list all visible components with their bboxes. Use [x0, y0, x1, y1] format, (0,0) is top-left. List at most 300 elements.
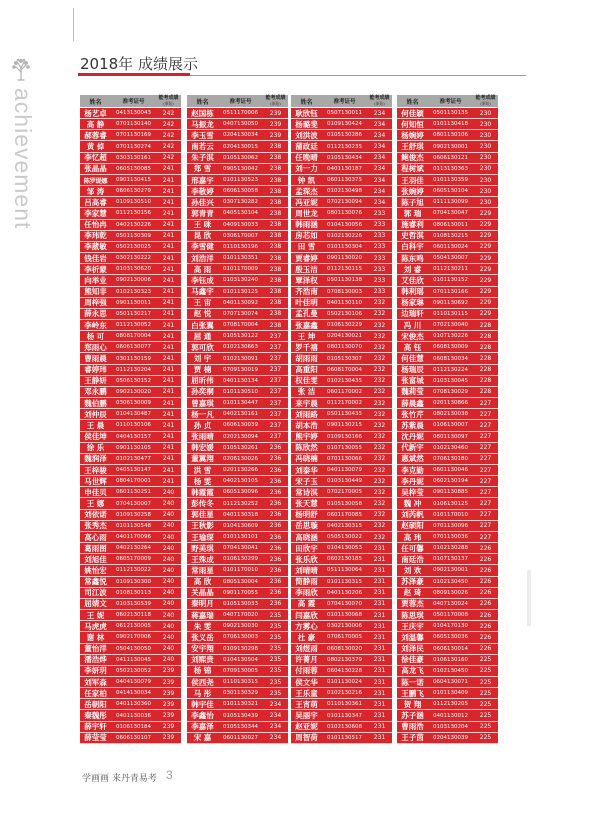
table-row: [80, 242, 181, 253]
table-row: [187, 130, 288, 141]
student-name: 南若云: [191, 142, 214, 152]
table-header: [397, 95, 498, 108]
table-row: [80, 197, 181, 208]
table-row: [291, 610, 392, 621]
student-name: 杨明舒: [295, 510, 318, 520]
student-name: 王鹏飞: [401, 688, 424, 698]
student-name: 王子茵: [401, 733, 424, 743]
score: 238: [269, 265, 282, 273]
score: 228: [479, 355, 492, 363]
student-name: 高晓涵: [295, 532, 318, 542]
header-score-sub: (原始): [480, 100, 491, 106]
student-name: 陈欣然: [295, 443, 318, 453]
header-exam-id: 准考证号: [229, 99, 252, 105]
exam-id: 0809130026: [433, 589, 468, 596]
table-row: [80, 353, 181, 364]
table-row: [291, 287, 392, 298]
student-name: 郭可欣: [191, 342, 214, 352]
table-row: [397, 632, 498, 643]
exam-id: 0105130058: [327, 500, 362, 507]
score: 227: [479, 500, 492, 508]
score: 240: [162, 488, 175, 496]
exam-id: 0706170005: [327, 634, 362, 641]
table-row: [187, 677, 288, 688]
table-row: [397, 554, 498, 565]
exam-id: 0107130226: [433, 333, 468, 340]
student-name: 付雨蓉: [295, 666, 318, 676]
student-name: 郭青青: [191, 208, 214, 218]
table-row: [291, 487, 392, 498]
student-name: 邓永鹏: [84, 387, 107, 397]
table-row: [187, 432, 288, 443]
student-name: 李析蒙: [84, 264, 107, 274]
score: 227: [479, 477, 492, 485]
score: 234: [373, 143, 386, 151]
student-name: 何知恒: [401, 119, 424, 129]
header-score: [367, 96, 392, 106]
score: 241: [162, 377, 175, 385]
exam-id: 0801130070: [327, 344, 362, 351]
score: 242: [162, 143, 175, 151]
student-name: 侯佳坤: [84, 432, 107, 442]
score: 242: [162, 120, 175, 128]
table-row: [80, 231, 181, 242]
score: 241: [162, 198, 175, 206]
score: 232: [373, 310, 386, 318]
score: 229: [479, 243, 492, 251]
table-row: [80, 220, 181, 231]
exam-id: 0109130166: [327, 433, 362, 440]
score: 232: [373, 500, 386, 508]
student-name: 杨璐斐: [295, 119, 318, 129]
table-row: [80, 320, 181, 331]
score: 226: [479, 589, 492, 597]
table-row: [397, 476, 498, 487]
exam-id: 0105130122: [223, 333, 258, 340]
student-name: 苏泽豪: [401, 577, 424, 587]
score: 231: [373, 589, 386, 597]
table-row: [291, 175, 392, 186]
table-row: [187, 498, 288, 509]
table-row: [187, 476, 288, 487]
score: 238: [269, 165, 282, 173]
student-name: 潘浩烨: [84, 655, 107, 665]
exam-id: 0808170004: [116, 333, 151, 340]
score: 234: [373, 176, 386, 184]
score: 241: [162, 410, 175, 418]
header-score-label: 能考成绩: [475, 95, 496, 101]
score: 231: [373, 689, 386, 697]
header-name: 姓名: [196, 98, 209, 106]
exam-id: 0504130007: [433, 255, 468, 262]
exam-id: 0112130205: [433, 701, 468, 708]
student-name: 李玮乾: [84, 231, 107, 241]
student-name: 李钰成: [191, 275, 214, 285]
score: 235: [269, 645, 282, 653]
header-score: [473, 96, 498, 106]
score: 233: [373, 221, 386, 229]
exam-id: 0604130228: [327, 667, 362, 674]
table-row: [80, 476, 181, 487]
table-row: [397, 264, 498, 275]
student-name: 王 坤: [297, 331, 316, 341]
score: 241: [162, 254, 175, 262]
score: 242: [162, 154, 175, 162]
table-row: [187, 632, 288, 643]
table-row: [80, 666, 181, 677]
student-name: 岳朝阳: [84, 699, 107, 709]
table-row: [291, 186, 392, 197]
table-row: [291, 543, 392, 554]
exam-id: 0101170009: [223, 266, 258, 273]
exam-id: 0102130435: [327, 377, 362, 384]
exam-id: 0101130304: [327, 243, 362, 250]
student-name: 高心雨: [84, 532, 107, 542]
student-name: 朱 雯: [193, 621, 212, 631]
table-row: [397, 688, 498, 699]
score: 240: [162, 611, 175, 619]
score: 226: [479, 600, 492, 608]
table-row: [291, 710, 392, 721]
score: 231: [373, 712, 386, 720]
table-row: [291, 376, 392, 387]
student-name: 曹雨浩: [401, 722, 424, 732]
exam-id: 0110130361: [327, 701, 362, 708]
table-row: [397, 220, 498, 231]
score: 227: [479, 511, 492, 519]
score: 225: [479, 712, 492, 720]
table-row: [397, 130, 498, 141]
exam-id: 0101130315: [327, 578, 362, 585]
score: 232: [373, 455, 386, 463]
student-name: 高重阳: [295, 365, 318, 375]
table-row: [397, 722, 498, 733]
student-name: 刘一力: [295, 164, 318, 174]
table-row: [187, 164, 288, 175]
table-row: [291, 588, 392, 599]
score: 237: [269, 366, 282, 374]
table-row: [80, 309, 181, 320]
exam-id: 0104170130: [433, 623, 468, 630]
student-name: 代新宇: [401, 443, 424, 453]
exam-id: 0411130045: [116, 656, 151, 663]
score: 235: [269, 611, 282, 619]
exam-id: 0102130608: [327, 723, 362, 730]
table-row: [80, 722, 181, 733]
exam-id: 0101170010: [433, 511, 468, 518]
table-row: [80, 342, 181, 353]
score: 226: [479, 578, 492, 586]
table-row: [291, 521, 392, 532]
exam-id: 0501130217: [116, 310, 151, 317]
table-row: [187, 543, 288, 554]
student-name: 刘仲辰: [84, 409, 107, 419]
score: 235: [269, 667, 282, 675]
student-name: 陈东鸣: [401, 253, 424, 263]
score: 232: [373, 488, 386, 496]
score: 235: [269, 656, 282, 664]
student-name: 姚怡宏: [84, 565, 107, 575]
score: 236: [269, 444, 282, 452]
exam-id: 0404130157: [116, 433, 151, 440]
score: 240: [162, 566, 175, 574]
student-name: 许菁月: [295, 655, 318, 665]
table-row: [397, 342, 498, 353]
exam-id: 0104130609: [223, 522, 258, 529]
score: 241: [162, 187, 175, 195]
table-row: [80, 264, 181, 275]
table-row: [80, 621, 181, 632]
exam-id: 0902130030: [223, 623, 258, 630]
student-name: 王秋影: [191, 521, 214, 531]
score: 229: [479, 265, 492, 273]
table-row: [397, 275, 498, 286]
exam-id: 0407130024: [433, 600, 468, 607]
table-row: [80, 376, 181, 387]
table-row: [187, 722, 288, 733]
student-name: 胡本浩: [295, 420, 318, 430]
table-row: [80, 565, 181, 576]
table-row: [80, 331, 181, 342]
exam-id: 0204130034: [223, 132, 258, 139]
table-row: [397, 353, 498, 364]
side-decor-strip: [527, 570, 531, 626]
score: 240: [162, 633, 175, 641]
table-row: [397, 141, 498, 152]
score: 238: [269, 310, 282, 318]
exam-id: 0104130487: [116, 411, 151, 418]
exam-id: 0901130215: [327, 422, 362, 429]
student-name: 冯亚妮: [295, 197, 318, 207]
table-row: [80, 521, 181, 532]
score: 232: [373, 377, 386, 385]
score: 234: [269, 734, 282, 742]
score-table-2: [187, 95, 288, 744]
exam-id: 0307130282: [223, 199, 258, 206]
score: 229: [479, 254, 492, 262]
score: 226: [479, 566, 492, 574]
table-row: [397, 588, 498, 599]
student-name: 王宵萌: [295, 699, 318, 709]
exam-id: 0302130006: [327, 623, 362, 630]
score: 240: [162, 500, 175, 508]
table-row: [80, 275, 181, 286]
exam-id: 0704130047: [433, 210, 468, 217]
table-body: [80, 108, 181, 744]
score: 225: [479, 734, 492, 742]
table-row: [397, 409, 498, 420]
exam-id: 0106130007: [433, 422, 468, 429]
student-name: 钱佳岩: [84, 253, 107, 263]
score: 232: [373, 321, 386, 329]
exam-id: 0704130041: [223, 545, 258, 552]
table-row: [397, 153, 498, 164]
table-row: [291, 208, 392, 219]
table-row: [187, 688, 288, 699]
student-name: 白科宇: [401, 242, 424, 252]
student-name: 李葳敏: [84, 242, 107, 252]
student-name: 蒋嘉瑞: [191, 610, 214, 620]
table-row: [80, 543, 181, 554]
exam-id: 0401170096: [116, 534, 151, 541]
exam-id: 0113130363: [433, 165, 468, 172]
achievement-vertical-text: achievement: [10, 88, 36, 230]
student-name: 刘雨路: [295, 409, 318, 419]
student-name: 刘浩洋: [191, 253, 214, 263]
exam-id: 0706130003: [223, 634, 258, 641]
score: 239: [162, 667, 175, 675]
table-row: [291, 141, 392, 152]
score: 231: [373, 555, 386, 563]
exam-id: 0104130053: [327, 545, 362, 552]
score: 236: [269, 600, 282, 608]
exam-id: 0101130101: [223, 534, 258, 541]
title-rule-line: [190, 75, 526, 76]
score: 234: [373, 154, 386, 162]
student-name: 田 雪: [297, 242, 316, 252]
exam-id: 0605130085: [116, 165, 151, 172]
exam-id: 0709130005: [223, 667, 258, 674]
exam-id: 0102130498: [327, 188, 362, 195]
student-name: 彭传冬: [191, 499, 214, 509]
table-row: [187, 409, 288, 420]
table-row: [291, 220, 392, 231]
score: 234: [373, 109, 386, 117]
score: 240: [162, 645, 175, 653]
score: 227: [479, 488, 492, 496]
exam-id: 0601130251: [116, 489, 151, 496]
table-row: [291, 498, 392, 509]
student-name: 王梓骏: [84, 465, 107, 475]
exam-id: 0101130548: [116, 522, 151, 529]
page-number: 3: [166, 768, 173, 782]
student-name: 曾嘉琪: [191, 398, 214, 408]
exam-id: 0606130107: [116, 734, 151, 741]
student-name: 王静妍: [84, 376, 107, 386]
student-name: 睿婷玮: [84, 365, 107, 375]
exam-id: 0413130043: [116, 110, 151, 117]
student-name: 郝蓉睿: [84, 130, 107, 140]
table-row: [187, 644, 288, 655]
student-name: 冯 川: [403, 320, 422, 330]
student-name: 鲍俊杰: [401, 153, 424, 163]
score: 227: [479, 466, 492, 474]
score: 232: [373, 533, 386, 541]
table-row: [397, 465, 498, 476]
exam-id: 0602130118: [116, 612, 151, 619]
header-exam-id: 准考证号: [439, 99, 462, 105]
score: 227: [479, 433, 492, 441]
score: 241: [162, 466, 175, 474]
exam-id: 0110130196: [223, 243, 258, 250]
student-name: 常诗淇: [295, 487, 318, 497]
student-name: 张 洁: [297, 387, 316, 397]
score: 234: [269, 723, 282, 731]
exam-id: 0101130418: [433, 121, 468, 128]
score: 234: [269, 700, 282, 708]
table-row: [80, 365, 181, 376]
student-name: 杨瑞辰: [401, 365, 424, 375]
score: 237: [269, 388, 282, 396]
score: 229: [479, 310, 492, 318]
student-name: 高 雨: [193, 264, 212, 274]
exam-id: 0902130001: [433, 567, 468, 574]
score: 238: [269, 243, 282, 251]
table-row: [291, 632, 392, 643]
score: 225: [479, 656, 492, 664]
exam-id: 0306170007: [223, 232, 258, 239]
student-name: 赵硕阳: [401, 521, 424, 531]
score: 236: [269, 500, 282, 508]
exam-id: 0905130042: [223, 165, 258, 172]
score: 237: [269, 410, 282, 418]
student-name: 吴丽宇: [295, 711, 318, 721]
student-name: 高 静: [86, 119, 105, 129]
exam-id: 0107130137: [433, 556, 468, 563]
student-name: 宋 嘉: [193, 733, 212, 743]
exam-id: 0103130539: [116, 600, 151, 607]
student-name: 邹 涛: [86, 186, 105, 196]
score: 238: [269, 154, 282, 162]
exam-id: 0709130019: [223, 366, 258, 373]
table-row: [187, 208, 288, 219]
student-name: 程树斌: [401, 164, 424, 174]
exam-id: 0101130351: [223, 255, 258, 262]
student-name: 向举业: [84, 275, 107, 285]
exam-id: 0506130152: [116, 377, 151, 384]
exam-id: 0103130045: [433, 377, 468, 384]
score: 228: [479, 377, 492, 385]
student-name: 薛莹莹: [84, 733, 107, 743]
student-name: 秦明月: [191, 599, 214, 609]
student-name: 刘泽民: [401, 644, 424, 654]
score: 231: [373, 611, 386, 619]
exam-id: 0106130229: [327, 322, 362, 329]
table-row: [80, 577, 181, 588]
score: 240: [162, 578, 175, 586]
score: 233: [373, 232, 386, 240]
score: 240: [162, 544, 175, 552]
score: 230: [479, 131, 492, 139]
exam-id: 0204130015: [223, 143, 258, 150]
header-name: 姓名: [89, 98, 102, 106]
score: 229: [479, 299, 492, 307]
score: 230: [479, 165, 492, 173]
table-row: [397, 577, 498, 588]
exam-id: 0402130105: [223, 478, 258, 485]
score: 235: [269, 678, 282, 686]
student-name: 沈丹妮: [401, 432, 424, 442]
student-name: 薛永思: [84, 309, 107, 319]
student-name: 韩利瑶: [401, 287, 424, 297]
exam-id: 0702130040: [433, 322, 468, 329]
exam-id: 0101130510: [223, 388, 258, 395]
score: 238: [269, 276, 282, 284]
exam-id: 0401130036: [116, 712, 151, 719]
exam-id: 0401130206: [327, 589, 362, 596]
student-name: 徐佳豪: [401, 655, 424, 665]
student-name: 高龙飞: [401, 666, 424, 676]
table-row: [291, 130, 392, 141]
score: 239: [162, 700, 175, 708]
score: 231: [373, 645, 386, 653]
exam-id: 0306130009: [116, 400, 151, 407]
score: 231: [373, 734, 386, 742]
table-row: [397, 677, 498, 688]
exam-id: 0701130169: [116, 132, 151, 139]
table-row: [397, 298, 498, 309]
exam-id: 0101130409: [433, 690, 468, 697]
